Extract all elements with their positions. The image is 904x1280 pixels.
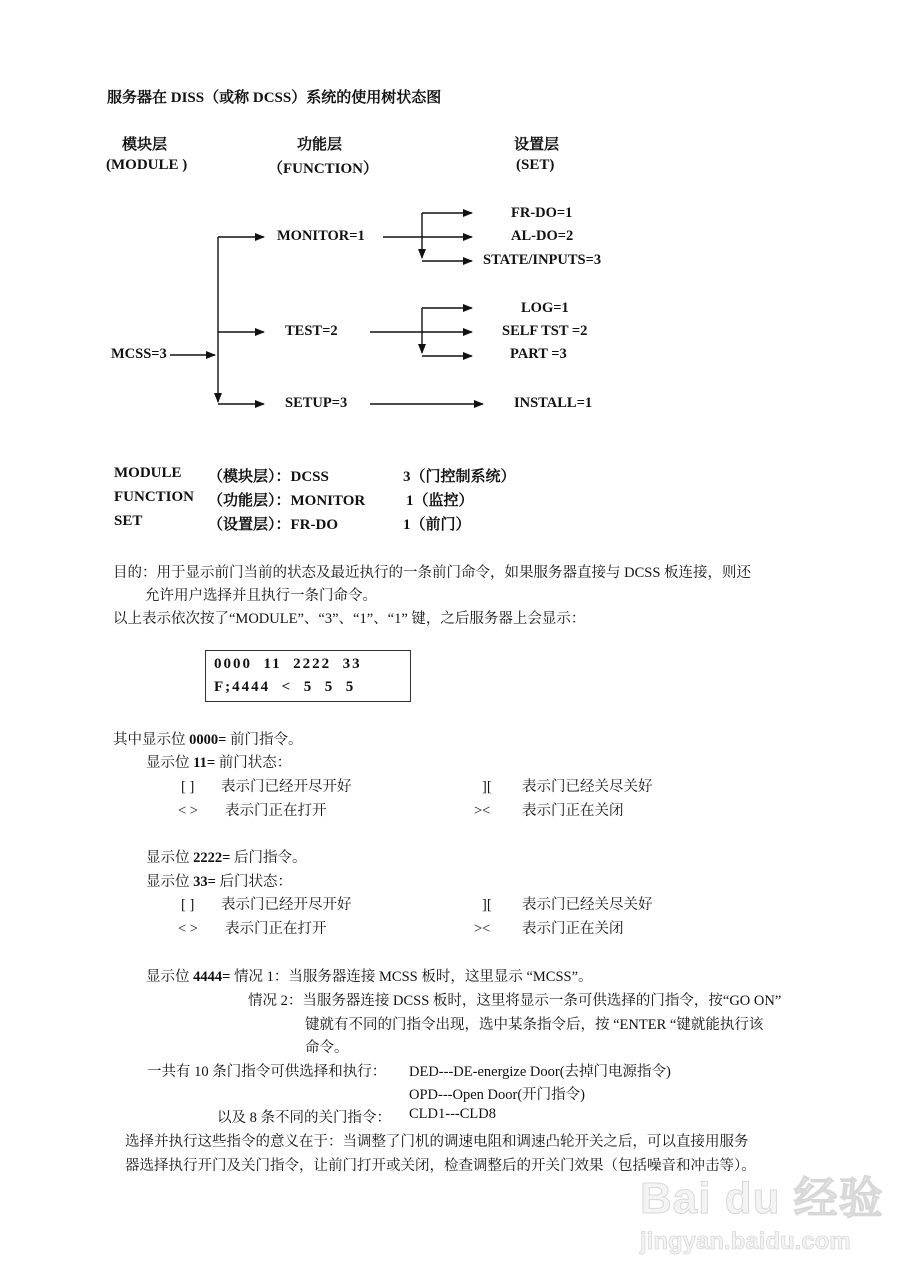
explain-label: 显示位 [146,874,194,890]
state-text: 表示门正在关闭 [522,803,624,819]
set-node-al-do: AL-DO=2 [511,228,574,244]
function-node-setup: SETUP=3 [285,395,348,411]
explain-text: 后门状态： [215,874,293,890]
close-commands: CLD1---CLD8 [409,1106,496,1122]
front-state-closing [474,799,624,820]
watermark-brand: Bai du 经验 [640,1174,884,1223]
explain-code: 0000= [189,732,227,748]
layer-function-en: （FUNCTION） [268,161,379,177]
layer-module-en: (MODULE ) [106,157,188,173]
definition-layer-module: （模块层）：DCSS [208,469,329,485]
meaning-line-2: 器选择执行开门及关门指令，让前门打开或关闭，检查调整后的开关门效果（包括噪音和冲击等）。 [125,1158,756,1174]
set-node-part: PART =3 [510,346,567,362]
purpose-line-1: 目的：用于显示前门当前的状态及最近执行的一条前门命令，如果服务器直接与 DCSS 板连接，则还 [113,565,752,581]
front-state-closed-full [482,775,653,796]
server-display-box [205,650,411,702]
state-text: 表示门已经关尽关好 [522,897,653,913]
close-commands-intro: 以及 8 条不同的关门指令： [217,1110,391,1126]
front-state-open-full [181,775,352,796]
explain-label: 显示位 [146,850,194,866]
rear-state-closing [474,917,624,938]
state-symbol: >< [474,921,491,937]
state-text: 表示门已经关尽关好 [522,779,653,795]
set-node-fr-do: FR-DO=1 [511,205,573,221]
watermark-url: jingyan.baidu.com [640,1228,851,1255]
explain-11 [146,751,291,772]
definition-layer-set: （设置层）：FR-DO [208,517,338,533]
explain-code: 33= [193,874,216,890]
purpose-line-3: 以上表示依次按了“MODULE”、“3”、“1”、“1” 键，之后服务器上会显示： [113,611,586,627]
explain-text: 前门状态： [215,755,292,771]
state-symbol: < > [178,921,198,937]
explain-label: 显示位 [146,969,194,985]
explain-text: 情况 1：当服务器连接 MCSS 板时，这里显示 “MCSS”。 [230,969,593,985]
command-opd: OPD---Open Door(开门指令) [409,1087,585,1103]
explain-text: 前门指令。 [226,732,303,748]
state-symbol: [ ] [181,779,195,795]
state-text: 表示门已经开尽开好 [221,897,352,913]
explain-4444-case2-line1: 情况 2：当服务器连接 DCSS 板时，这里将显示一条可供选择的门指令，按“GO ON” [248,993,782,1009]
layer-set-cn: 设置层 [514,137,560,153]
display-row-1: 0000 11 2222 33 [214,656,362,672]
state-symbol: < > [178,803,198,819]
rear-state-opening [178,917,327,938]
layer-set-en: (SET) [516,157,555,173]
function-node-test: TEST=2 [285,323,338,339]
state-symbol: [ ] [181,897,195,913]
baidu-watermark [640,1162,884,1256]
state-symbol: ][ [482,897,492,913]
rear-state-open-full [181,893,352,914]
definition-key-set: SET [114,513,143,529]
front-state-opening [178,799,327,820]
state-symbol: >< [474,803,491,819]
set-node-state-inputs: STATE/INPUTS=3 [483,252,602,268]
explain-code: 2222= [193,850,231,866]
tree-root-node: MCSS=3 [111,346,167,362]
explain-code: 4444= [193,969,231,985]
definition-layer-function: （功能层）：MONITOR [208,493,366,509]
function-node-monitor: MONITOR=1 [277,228,365,244]
definition-value-set: 1（前门） [403,517,471,533]
definition-value-module: 3（门控制系统） [403,469,516,485]
command-ded: DED---DE-energize Door(去掉门电源指令) [409,1064,671,1080]
tree-connectors [0,0,904,440]
explain-label: 显示位 [146,755,194,771]
definition-value-function: 1（监控） [406,493,474,509]
explain-4444-case2-line3: 命令。 [305,1040,349,1056]
meaning-line-1: 选择并执行这些指令的意义在于：当调整了门机的调速电阻和调速凸轮开关之后，可以直接用服务 [125,1134,749,1150]
explain-4444-case2-line2: 键就有不同的门指令出现，选中某条指令后，按 “ENTER “键就能执行该 [305,1017,764,1033]
state-text: 表示门正在打开 [225,803,327,819]
explain-text: 后门指令。 [230,850,307,866]
explain-33 [146,870,292,891]
explain-label: 其中显示位 [113,732,190,748]
explain-2222 [146,846,307,867]
definition-key-function: FUNCTION [114,489,195,505]
commands-intro: 一共有 10 条门指令可供选择和执行： [147,1064,387,1080]
state-symbol: ][ [482,779,492,795]
explain-0000 [113,728,303,749]
definition-key-module: MODULE [114,465,182,481]
layer-module-cn: 模块层 [122,137,168,153]
rear-state-closed-full [482,893,653,914]
set-node-install: INSTALL=1 [514,395,593,411]
layer-function-cn: 功能层 [297,137,343,153]
set-node-log: LOG=1 [521,300,569,316]
state-text: 表示门正在打开 [225,921,327,937]
set-node-self-tst: SELF TST =2 [502,323,588,339]
display-row-2: F;4444 < 5 5 5 [214,679,356,695]
purpose-line-2: 允许用户选择并且执行一条门命令。 [145,588,377,604]
explain-code: 11= [193,755,216,771]
state-text: 表示门已经开尽开好 [221,779,352,795]
explain-4444-case1 [146,965,593,986]
state-text: 表示门正在关闭 [522,921,624,937]
document-title: 服务器在 DISS（或称 DCSS）系统的使用树状态图 [107,90,442,106]
